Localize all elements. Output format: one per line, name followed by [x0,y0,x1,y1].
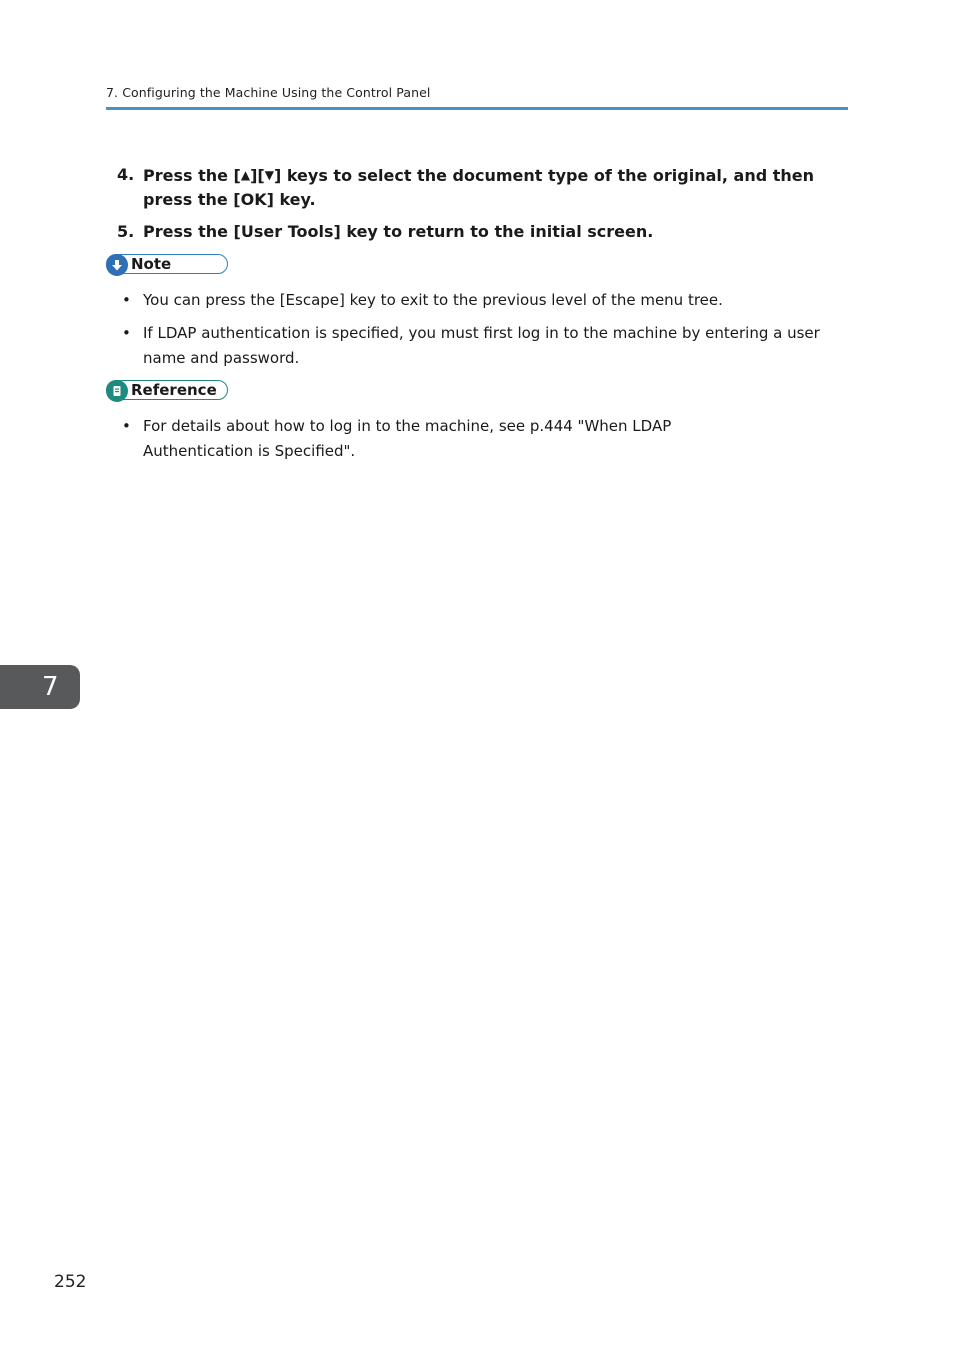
step-text [117,163,842,212]
bullet-dot: • [122,324,131,342]
note-item [122,288,844,313]
step-text-part: Press the [ [143,166,241,185]
step-text-part: ] keys to select the document type of the original, and then press the [OK] key. [143,166,815,209]
step-number: 5. [117,222,135,241]
reference-label: Reference [131,381,217,399]
step-4 [117,163,842,212]
note-label: Note [131,255,172,273]
header-rule [106,107,848,110]
chapter-tab: 7 [0,665,80,709]
reference-item [122,414,844,464]
document-icon [106,380,128,402]
step-text: Press the [User Tools] key to return to the initial screen. [143,222,654,241]
page-number: 252 [54,1272,87,1292]
step-text-part: ][ [250,166,265,185]
note-item-text: If LDAP authentication is specified, you must first log in to the machine by entering a user name and password. [143,324,820,367]
up-arrow-icon: ▲ [240,168,251,182]
bullet-dot: • [122,291,131,309]
reference-heading [106,380,228,400]
step-number: 4. [117,165,135,184]
step-5 [117,220,842,244]
note-item-text: You can press the [Escape] key to exit to the previous level of the menu tree. [143,291,723,309]
note-heading [106,254,228,274]
down-arrow-icon [106,254,128,276]
bullet-dot: • [122,417,131,435]
chapter-title: 7. Configuring the Machine Using the Control Panel [106,85,431,100]
note-item [122,321,844,371]
down-arrow-icon: ▼ [264,168,274,182]
reference-item-text: For details about how to log in to the machine, see p.444 "When LDAP Authentication is Specified". [143,417,672,460]
